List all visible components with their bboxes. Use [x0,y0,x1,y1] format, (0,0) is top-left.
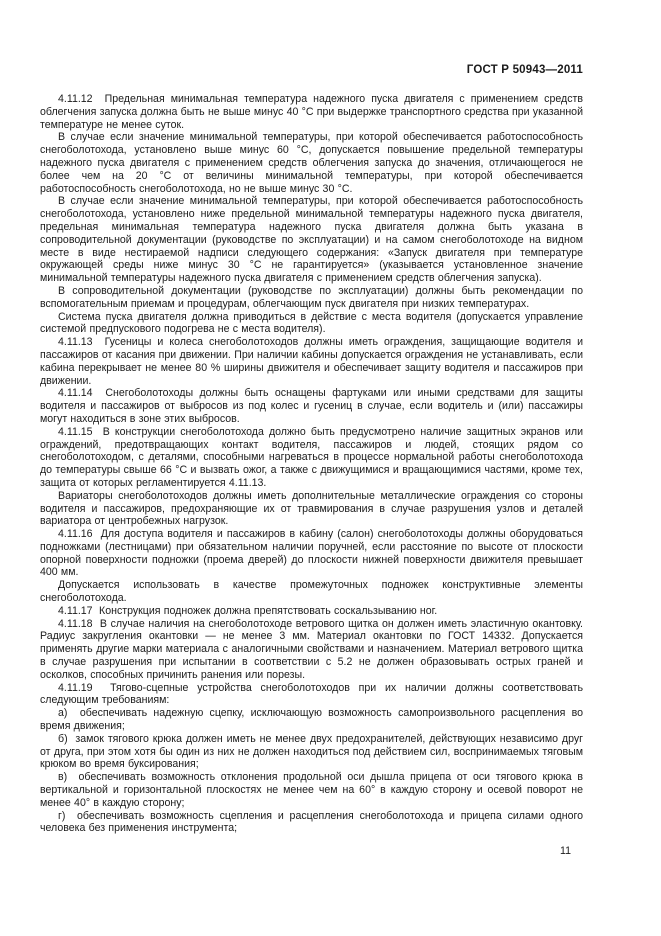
clause-4-11-16: 4.11.16 Для доступа водителя и пассажиров в кабину (салон) снегоболотоходы должны оборудоваться подножками (лестницами) при обязательном наличии поручней, если расстояние по высоте от плоскости опорной поверхности подножки (проема дверей) до плоскости нижней поверхности движителя превышает 400 мм. [40,528,583,579]
clause-4-11-15: 4.11.15 В конструкции снегоболотохода должно быть предусмотрено наличие защитных экранов или ограждений, предотвращающих контакт водителя, пассажиров и людей, стоящих рядом со снегоболотоходом, с деталями, способными нагреваться в процессе нормальной работы снегоболотохода до температуры свыше 66 °С и вызвать ожог, а также с движущимися и вращающимися частями, кроме тех, защита от которых регламентируется 4.11.13. [40,425,583,489]
clause-4-11-17: 4.11.17 Конструкция подножек должна препятствовать соскальзыванию ног. [58,604,438,617]
list-item-g: г) обеспечивать возможность сцепления и расцепления снегоболотохода и прицепа силами одного человека без применения инструмента; [40,809,583,835]
list-item-v: в) обеспечивать возможность отклонения продольной оси дышла прицепа от оси тягового крюка в вертикальной и горизонтальной плоскостях не менее чем на 60° в каждую сторону и осевой поворот не менее 40° в каждую сторону; [40,771,583,809]
standard-designation-header: ГОСТ Р 50943—2011 [466,64,583,76]
paragraph-recommendations: В сопроводительной документации (руководстве по эксплуатации) должны быть рекомендации по вспомогательным приемам и процедурам, облегчающим пуск двигателя при низких температурах. [40,284,583,310]
paragraph-start-system: Система пуска двигателя должна приводиться в действие с места водителя (допускается управление системой предпускового подогрева не с места водителя). [40,310,583,336]
clause-4-11-14: 4.11.14 Снегоболотоходы должны быть оснащены фартуками или иными средствами для защиты водителя и пассажиров от выбросов из под колес и гусениц в случае, если водитель и (или) пассажиры могут находиться в зоне этих выбросов. [40,387,583,425]
paragraph-temp-above: В случае если значение минимальной температуры, при которой обеспечивается работоспособность снегоболотохода, установлено выше минус 60 °С, допускается повышение предельной температуры надежного пуска двигателя с применением средств облегчения запуска до значения, отличающегося не более чем на 20 °С от величины минимальной температуры, при которой обеспечивается работоспособность снегоболотохода, но не выше минус 30 °С. [40,131,583,195]
clause-4-11-12: 4.11.12 Предельная минимальная температура надежного пуска двигателя с применением средств облегчения запуска должна быть не выше минус 40 °С при выдержке транспортного средства при указанной температуре не менее суток. [40,93,583,131]
paragraph-temp-below: В случае если значение минимальной температуры, при которой обеспечивается работоспособность снегоболотохода, установлено ниже предельной минимальной температуры надежного пуска двигателя, предельная минимальная температура надежного пуска двигателя должна быть указана в сопроводительной документации (руководстве по эксплуатации) и на самом снегоболотоходе на видном месте в виде нестираемой надписи следующего содержания: «Запуск двигателя при температуре окружающей среды ниже минус 30 °С не гарантируется» (указывается установленное значение минимальной температуры надежного пуска двигателя с применением средств облегчения запуска). [40,195,583,285]
clause-4-11-19: 4.11.19 Тягово-сцепные устройства снегоболотоходов при их наличии должны соответствовать следующим требованиям: [40,681,583,707]
paragraph-footboards: Допускается использовать в качестве промежуточных подножек конструктивные элементы снегоболотохода. [40,579,583,605]
list-item-a: а) обеспечивать надежную сцепку, исключающую возможность самопроизвольного расцепления во время движения; [40,707,583,733]
page-number: 11 [560,845,571,857]
paragraph-variators: Вариаторы снегоболотоходов должны иметь дополнительные металлические ограждения со стороны водителя и пассажиров, предохраняющие их от травмирования в случае разрушения узлов и деталей вариатора от центробежных нагрузок. [40,489,583,528]
list-item-b: б) замок тягового крюка должен иметь не менее двух предохранителей, действующих независимо друг от друга, при этом хотя бы один из них не должен находиться под действием сил, воспринимаемых тяговым крюком во время буксирования; [40,732,583,771]
clause-4-11-18: 4.11.18 В случае наличия на снегоболотоходе ветрового щитка он должен иметь эластичную окантовку. Радиус закругления окантовки — не менее 3 мм. Материал окантовки по ГОСТ 14332. Допускается применять другие марки материала с аналогичными свойствами и назначением. Материал ветрового щитка в случае разрушения при испытании в соответствии с 5.2 не должен образовывать острых граней и осколков, способных причинить ранения или порезы. [40,617,583,681]
document-body [40,93,583,835]
clause-4-11-13: 4.11.13 Гусеницы и колеса снегоболотоходов должны иметь ограждения, защищающие водителя и пассажиров от касания при движении. При наличии кабины допускается ограждения не устанавливать, если кабина перекрывает не менее 80 % ширины движителя и обеспечивает защиту водителя и пассажиров при движении. [40,336,583,387]
